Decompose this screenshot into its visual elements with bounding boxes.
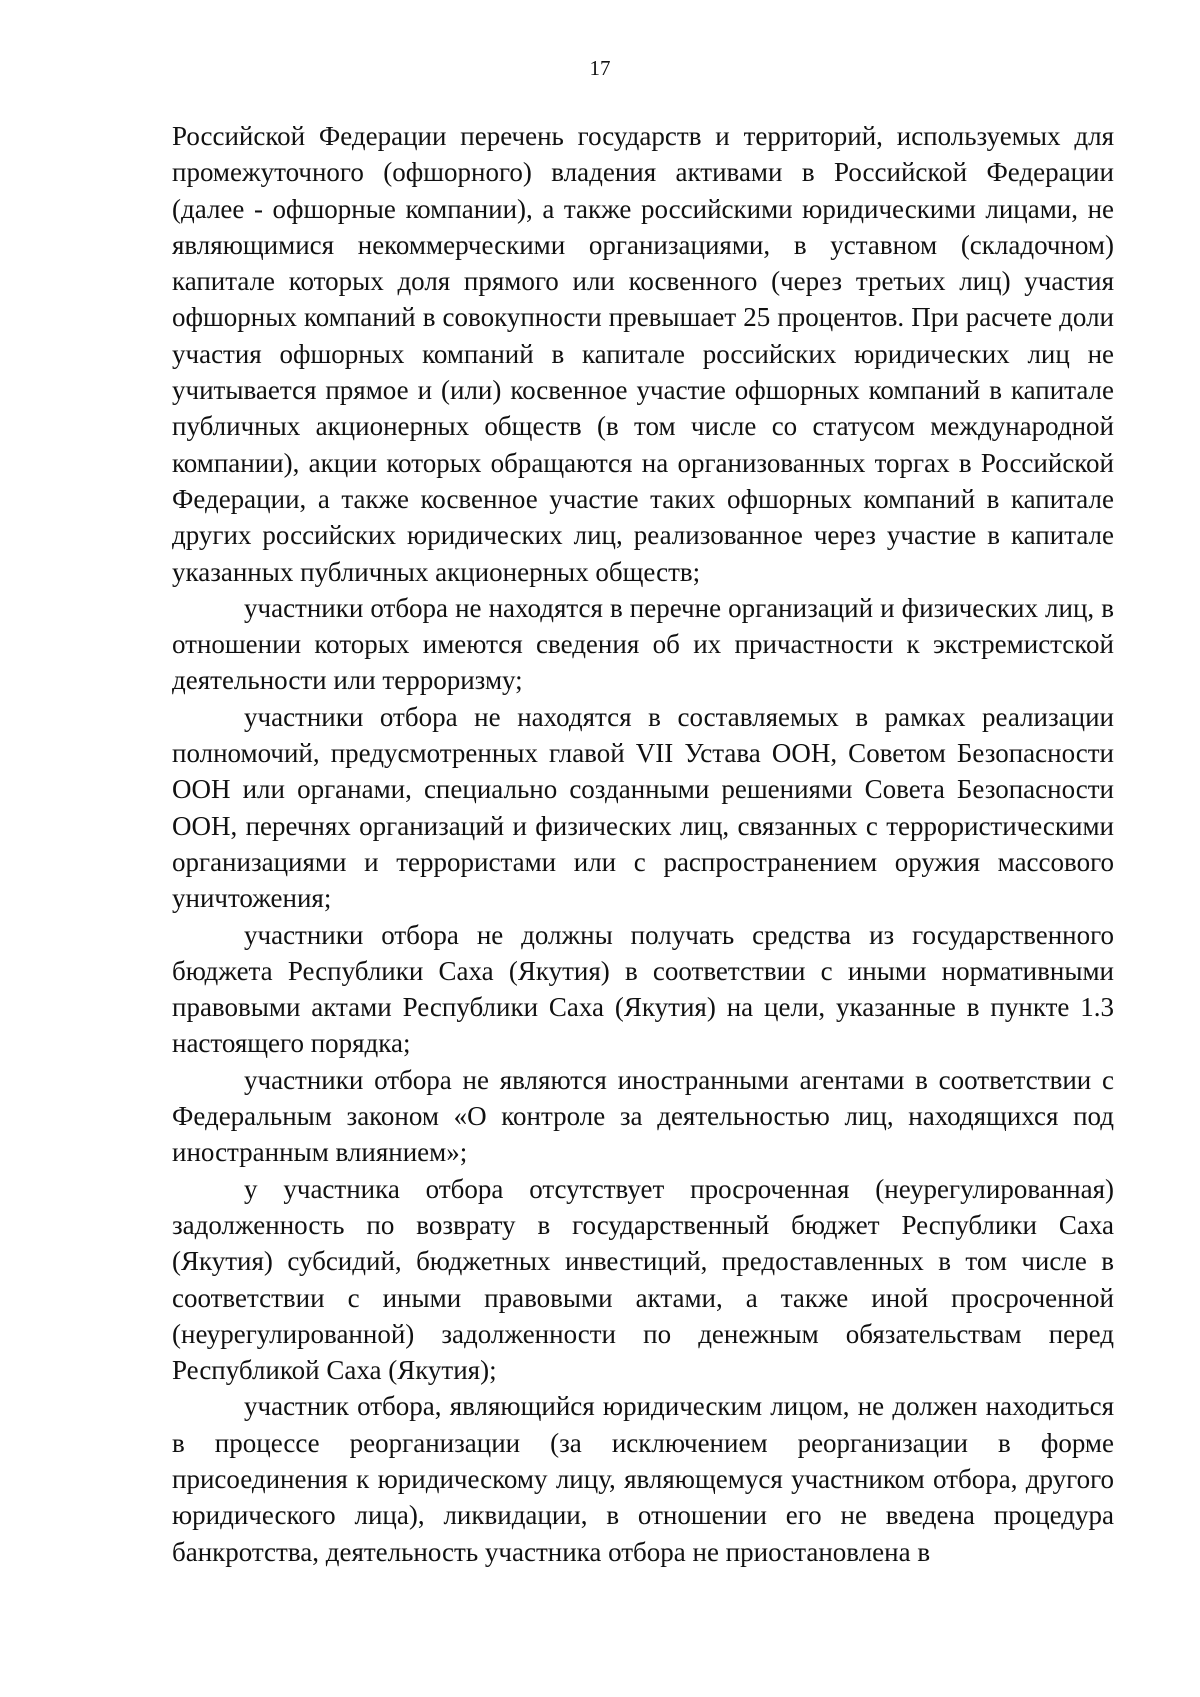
paragraph-no-other-budget-funds: участники отбора не должны получать средства из государственного бюджета Республики Саха (Якутия) в соответствии с иными нормативными правовыми актами Республики Саха (Якутия) на цели, указанные в пункте 1.3 настоящего порядка; — [172, 919, 1114, 1059]
paragraph-extremism-list: участники отбора не находятся в перечне организаций и физических лиц, в отношении которых имеются сведения об их причастности к экстремистской деятельности или терроризму; — [172, 592, 1114, 696]
paragraph-no-overdue-debt: у участника отбора отсутствует просроченная (неурегулированная) задолженность по возврату в государственный бюджет Республики Саха (Якутия) субсидий, бюджетных инвестиций, предоставленных в том числе в соответствии с иными правовыми актами, а также иной просроченной (неурегулированной) задолженности по денежным обязательствам перед Республикой Саха (Якутия); — [172, 1173, 1114, 1386]
paragraph-offshore-participation: Российской Федерации перечень государств и территорий, используемых для промежуточного (офшорного) владения активами в Российской Федерации (далее - офшорные компании), а также российскими юридическими лицами, не являющимися некоммерческими организациями, в уставном (складочном) капитале которых доля прямого или косвенного (через третьих лиц) участия офшорных компаний в совокупности превышает 25 процентов. При расчете доли участия офшорных компаний в капитале российских юридических лиц не учитывается прямое и (или) косвенное участие офшорных компаний в капитале публичных акционерных обществ (в том числе со статусом международной компании), акции которых обращаются на организованных торгах в Российской Федерации, а также косвенное участие таких офшорных компаний в капитале других российских юридических лиц, реализованное через участие в капитале указанных публичных акционерных обществ; — [172, 121, 1114, 587]
page-number: 17 — [589, 56, 611, 80]
document-body — [172, 118, 1114, 1570]
paragraph-no-reorganization: участник отбора, являющийся юридическим лицом, не должен находиться в процессе реорганизации (за исключением реорганизации в форме присоединения к юридическому лицу, являющемуся участником отбора, другого юридического лица), ликвидации, в отношении его не введена процедура банкротства, деятельность участника отбора не приостановлена в — [172, 1391, 1114, 1567]
paragraph-un-security-council-lists: участники отбора не находятся в составляемых в рамках реализации полномочий, предусмотренных главой VII Устава ООН, Советом Безопасности ООН или органами, специально созданными решениями Совета Безопасности ООН, перечнях организаций и физических лиц, связанных с террористическими организациями и террористами или с распространением оружия массового уничтожения; — [172, 701, 1114, 914]
paragraph-not-foreign-agents: участники отбора не являются иностранными агентами в соответствии с Федеральным законом «О контроле за деятельностью лиц, находящихся под иностранным влиянием»; — [172, 1064, 1114, 1168]
